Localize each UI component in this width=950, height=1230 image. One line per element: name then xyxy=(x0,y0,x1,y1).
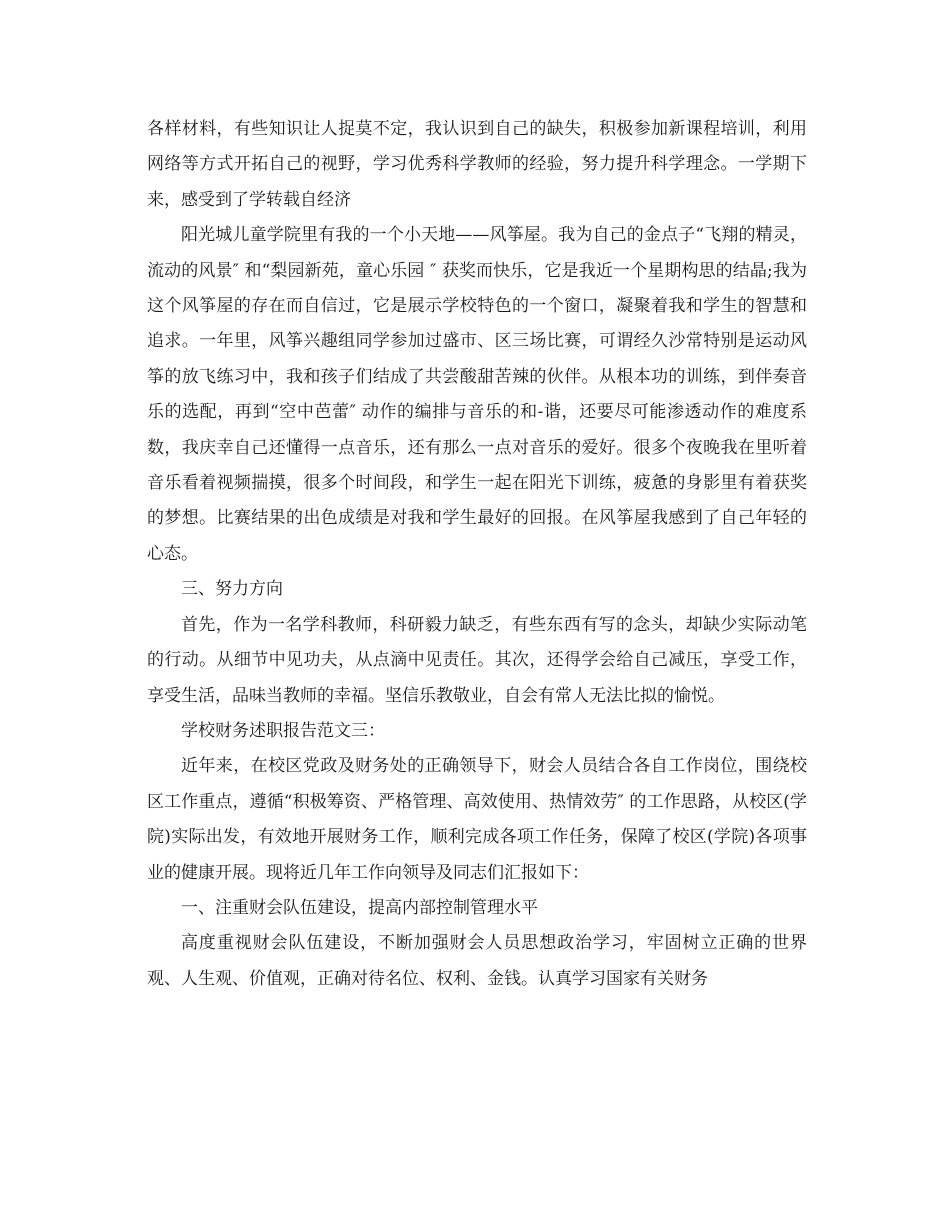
section-heading-sample-three: 学校财务述职报告范文三： xyxy=(181,720,385,741)
section-heading-team-building: 一、注重财会队伍建设，提高内部控制管理水平 xyxy=(181,897,538,918)
paragraph-team-building: 高度重视财会队伍建设，不断加强财会人员思想政治学习，牢固树立正确的世界观、人生观、价值观，正确对待名位、权利、金钱。认真学习国家有关财务 xyxy=(147,933,807,989)
paragraph-continuation: 各样材料，有些知识让人捉莫不定，我认识到自己的缺失，积极参加新课程培训，利用网络等方式开拓自己的视野，学习优秀科学教师的经验，努力提升科学理念。一学期下来，感受到了学转载自经济 xyxy=(147,119,807,210)
paragraph-intro: 近年来，在校区党政及财务处的正确领导下，财会人员结合各自工作岗位，围绕校区工作重点，遵循“积极筹资、严格管理、高效使用、热情效劳″ 的工作思路，从校区(学院)实际出发，有效地开展财务工作，顺利完成各项工作任务，保障了校区(学院)各项事业的健康开展。现将近几年工作向领导及同志们汇报如下： xyxy=(147,756,807,883)
document-page xyxy=(147,112,807,997)
paragraph-kite-house: 阳光城儿童学院里有我的一个小天地——风筝屋。我为自己的金点子“飞翔的精灵，流动的风景″ 和“梨园新苑，童心乐园 ″ 获奖而快乐，它是我近一个星期构思的结晶;我为这个风筝屋的存在而自信过，它是展示学校特色的一个窗口，凝聚着我和学生的智慧和追求。一年里，风筝兴趣组同学参加过盛市、区三场比赛，可谓经久沙常特别是运动风筝的放飞练习中，我和孩子们结成了共尝酸甜苦辣的伙伴。从根本功的训练，到伴奏音乐的选配，再到“空中芭蕾″ 动作的编排与音乐的和-谐，还要尽可能渗透动作的难度系数，我庆幸自己还懂得一点音乐，还有那么一点对音乐的爱好。很多个夜晚我在里听着音乐看着视频揣摸，很多个时间段，和学生一起在阳光下训练，疲惫的身影里有着获奖的梦想。比赛结果的出色成绩是对我和学生最好的回报。在风筝屋我感到了自己年轻的心态。 xyxy=(147,225,807,564)
section-heading-direction: 三、努力方向 xyxy=(181,579,283,600)
paragraph-direction: 首先，作为一名学科教师，科研毅力缺乏，有些东西有写的念头，却缺少实际动笔的行动。从细节中见功夫，从点滴中见责任。其次，还得学会给自己减压，享受工作，享受生活，品味当教师的幸福。坚信乐教敬业，自会有常人无法比拟的愉悦。 xyxy=(147,614,807,706)
